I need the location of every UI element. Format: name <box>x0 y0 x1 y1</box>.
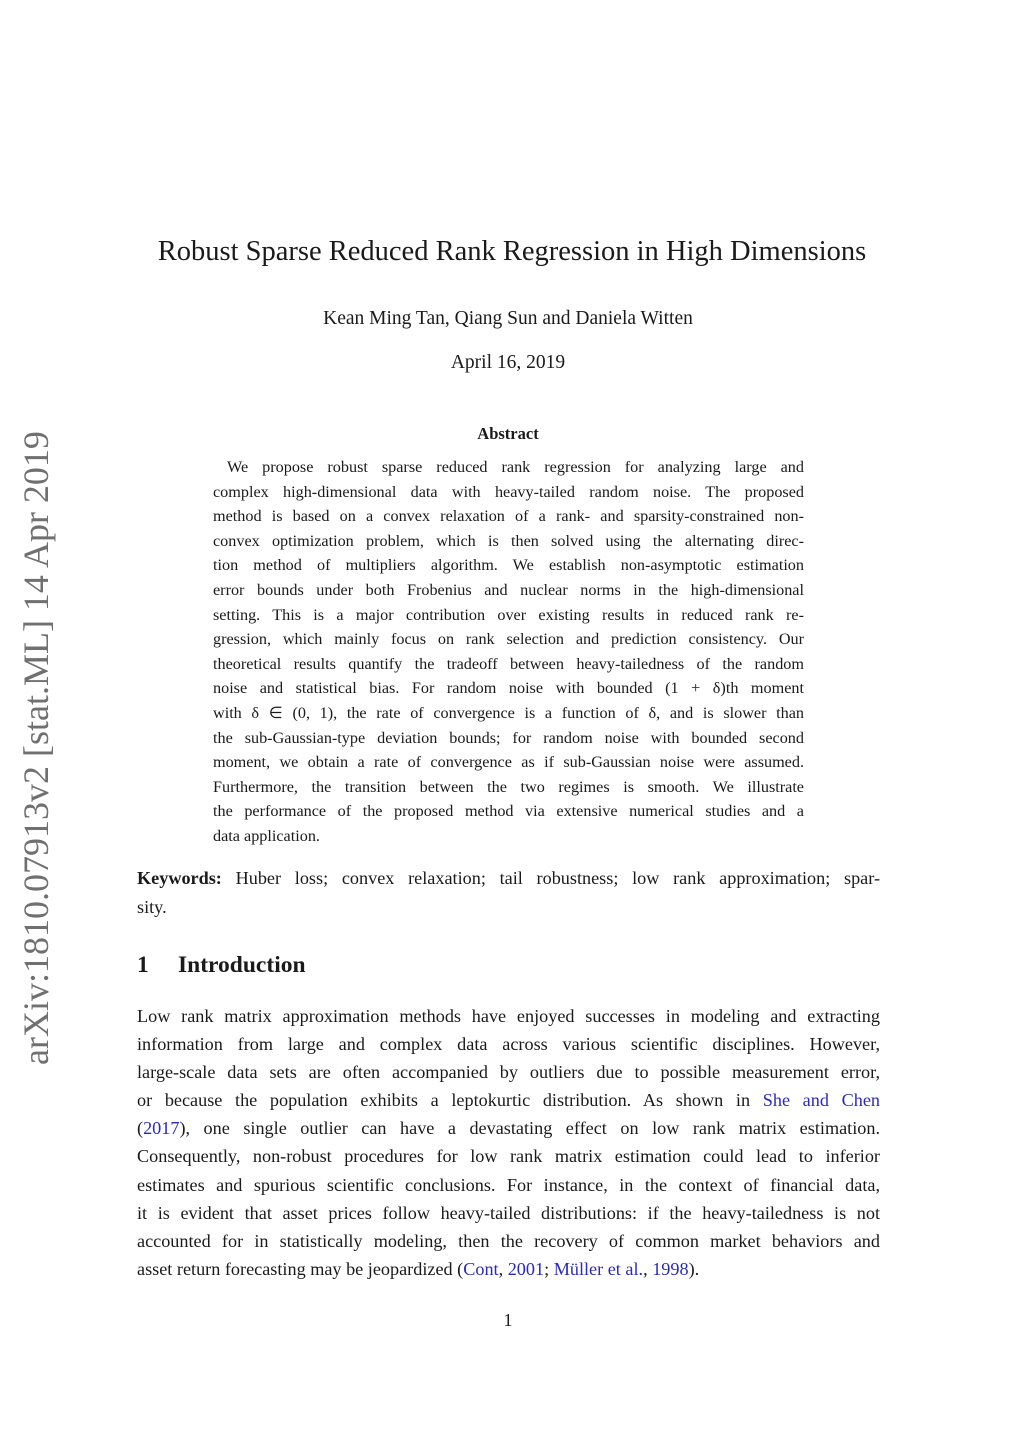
body-text: ( <box>137 1118 144 1139</box>
citation-link[interactable]: Cont <box>463 1258 499 1279</box>
body-line: information from large and complex data across various scientific disciplines. However, <box>137 1034 880 1055</box>
body-line <box>137 1255 880 1283</box>
body-text: ; <box>544 1258 554 1279</box>
keywords <box>137 864 880 921</box>
body-text: ). <box>688 1258 700 1279</box>
page-number: 1 <box>503 1310 513 1330</box>
citation-link[interactable]: 2001 <box>507 1258 545 1279</box>
body-line: Low rank matrix approximation methods have enjoyed successes in modeling and extracting <box>137 1006 880 1026</box>
abstract-line: setting. This is a major contribution over existing results in reduced rank re- <box>213 605 804 624</box>
abstract-line: tion method of multipliers algorithm. We establish non-asymptotic estimation <box>213 556 804 575</box>
section-heading <box>137 952 306 979</box>
section-title: Introduction <box>178 952 306 978</box>
body-line: estimates and spurious scientific conclusions. For instance, in the context of financial data, <box>137 1174 880 1195</box>
body-text: or because the population exhibits a leptokurtic distribution. As shown in <box>137 1090 763 1111</box>
keywords-text: Huber loss; convex relaxation; tail robustness; low rank approximation; spar- <box>235 868 881 888</box>
abstract-line: complex high-dimensional data with heavy-tailed random noise. The proposed <box>213 482 804 501</box>
body-text: ), one single outlier can have a devastating effect on low rank matrix estimation. <box>179 1118 880 1139</box>
keywords-line <box>137 864 880 893</box>
abstract-line: theoretical results quantify the tradeoff between heavy-tailedness of the random <box>213 654 804 673</box>
body-text: asset return forecasting may be jeopardized ( <box>137 1258 464 1279</box>
keywords-label: Keywords: <box>137 868 222 888</box>
body-line <box>137 1114 880 1142</box>
introduction-paragraph <box>137 1002 880 1283</box>
paper-title: Robust Sparse Reduced Rank Regression in High Dimensions <box>157 236 867 267</box>
body-text: , <box>498 1258 508 1279</box>
section-number: 1 <box>137 952 149 978</box>
paper-date: April 16, 2019 <box>450 352 566 373</box>
citation-link[interactable]: 1998 <box>652 1258 689 1279</box>
abstract-line: moment, we obtain a rate of convergence as if sub-Gaussian noise were assumed. <box>213 753 804 772</box>
body-line <box>137 1086 880 1114</box>
abstract-body <box>213 455 804 849</box>
abstract-line: error bounds under both Frobenius and nuclear norms in the high-dimensional <box>213 580 804 599</box>
paper-authors: Kean Ming Tan, Qiang Sun and Daniela Witten <box>323 308 693 329</box>
abstract-line: We propose robust sparse reduced rank regression for analyzing large and <box>227 458 804 476</box>
citation-link[interactable]: Müller et al. <box>553 1258 644 1279</box>
body-line: Consequently, non-robust procedures for low rank matrix estimation could lead to inferior <box>137 1146 880 1167</box>
abstract-line: data application. <box>213 826 320 845</box>
arxiv-identifier: arXiv:1810.07913v2 [stat.ML] 14 Apr 2019 <box>16 431 56 1065</box>
abstract-line: Furthermore, the transition between the two regimes is smooth. We illustrate <box>213 777 804 796</box>
abstract-line: gression, which mainly focus on rank selection and prediction consistency. Our <box>213 630 804 649</box>
abstract-line: the performance of the proposed method via extensive numerical studies and a <box>213 802 804 821</box>
citation-link[interactable]: She and Chen <box>762 1090 880 1111</box>
keywords-line: sity. <box>137 896 167 917</box>
body-line: it is evident that asset prices follow heavy-tailed distributions: if the heavy-tailedness is not <box>137 1202 880 1223</box>
abstract-line: convex optimization problem, which is then solved using the alternating direc- <box>213 531 804 550</box>
citation-link[interactable]: 2017 <box>143 1118 180 1139</box>
abstract-line: with δ ∈ (0, 1), the rate of convergence is a function of δ, and is slower than <box>213 703 804 722</box>
abstract-line: the sub-Gaussian-type deviation bounds; for random noise with bounded second <box>213 728 804 747</box>
abstract-heading: Abstract <box>477 424 539 443</box>
body-text: , <box>643 1258 653 1279</box>
abstract-line: noise and statistical bias. For random noise with bounded (1 + δ)th moment <box>213 679 804 698</box>
body-line: large-scale data sets are often accompanied by outliers due to possible measurement error, <box>137 1062 880 1083</box>
abstract-line: method is based on a convex relaxation of a rank- and sparsity-constrained non- <box>213 507 804 526</box>
body-line: accounted for in statistically modeling, then the recovery of common market behaviors and <box>137 1230 880 1251</box>
